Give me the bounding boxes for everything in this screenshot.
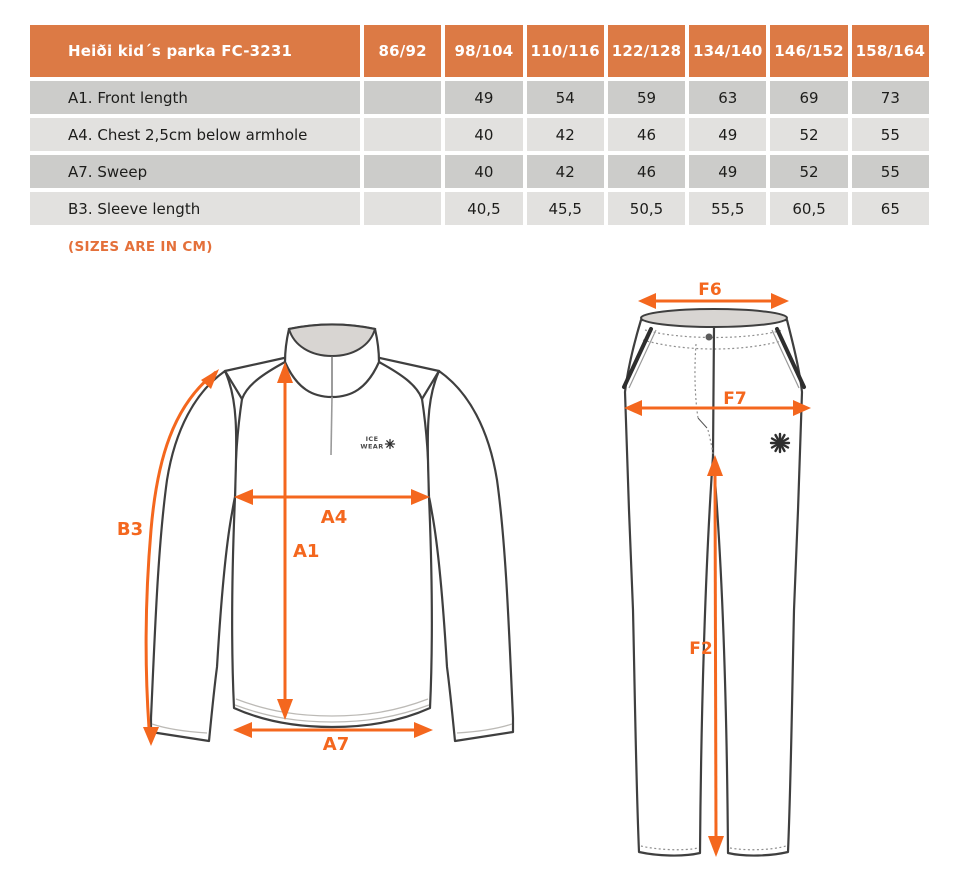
row-label: B3. Sleeve length: [30, 192, 360, 225]
b3-label: B3: [116, 519, 144, 540]
size-value-cell: 52: [770, 118, 847, 151]
right-sleeve: [428, 371, 513, 741]
size-value-cell: [364, 192, 441, 225]
size-value-cell: 42: [527, 155, 604, 188]
size-value-cell: 45,5: [527, 192, 604, 225]
row-label: A1. Front length: [30, 81, 360, 114]
size-table: [30, 25, 929, 225]
a4-label: A4: [320, 507, 348, 528]
size-value-cell: 40: [445, 155, 522, 188]
a1-label: A1: [293, 541, 320, 562]
size-value-cell: [364, 155, 441, 188]
svg-text:WEAR: WEAR: [360, 442, 384, 451]
size-value-cell: 60,5: [770, 192, 847, 225]
size-value-cell: 55: [852, 155, 929, 188]
size-value-cell: 55,5: [689, 192, 766, 225]
size-value-cell: 63: [689, 81, 766, 114]
size-value-cell: [364, 118, 441, 151]
size-column-header: 158/164: [852, 25, 929, 77]
size-column-header: 86/92: [364, 25, 441, 77]
waist-button: [706, 334, 713, 341]
size-value-cell: 59: [608, 81, 685, 114]
size-value-cell: 50,5: [608, 192, 685, 225]
size-value-cell: 52: [770, 155, 847, 188]
size-value-cell: 49: [445, 81, 522, 114]
pants-measurement-diagram: [595, 280, 865, 880]
table-title: Heiði kid´s parka FC-3231: [30, 25, 360, 77]
size-value-cell: [364, 81, 441, 114]
size-column-header: 146/152: [770, 25, 847, 77]
f7-label: F7: [723, 389, 747, 409]
a7-label: A7: [322, 734, 350, 755]
size-value-cell: 46: [608, 155, 685, 188]
size-value-cell: 49: [689, 118, 766, 151]
center-front-seam: [713, 327, 714, 456]
sizes-unit-note: (SIZES ARE IN CM): [68, 239, 213, 255]
row-label: A7. Sweep: [30, 155, 360, 188]
size-column-header: 98/104: [445, 25, 522, 77]
size-column-header: 122/128: [608, 25, 685, 77]
f2-label: F2: [689, 639, 713, 659]
snowflake-icon: [386, 440, 395, 449]
size-column-header: 110/116: [527, 25, 604, 77]
size-value-cell: 46: [608, 118, 685, 151]
size-value-cell: 49: [689, 155, 766, 188]
size-value-cell: 54: [527, 81, 604, 114]
left-sleeve: [151, 371, 236, 741]
size-value-cell: 73: [852, 81, 929, 114]
row-label: A4. Chest 2,5cm below armhole: [30, 118, 360, 151]
size-value-cell: 65: [852, 192, 929, 225]
pullover-measurement-diagram: [85, 300, 545, 790]
size-value-cell: 40,5: [445, 192, 522, 225]
size-value-cell: 42: [527, 118, 604, 151]
zipper: [331, 397, 332, 455]
size-value-cell: 40: [445, 118, 522, 151]
f6-label: F6: [698, 280, 722, 300]
size-value-cell: 55: [852, 118, 929, 151]
svg-text:ICE: ICE: [365, 435, 379, 443]
size-value-cell: 69: [770, 81, 847, 114]
size-column-header: 134/140: [689, 25, 766, 77]
waist-opening: [641, 309, 787, 327]
